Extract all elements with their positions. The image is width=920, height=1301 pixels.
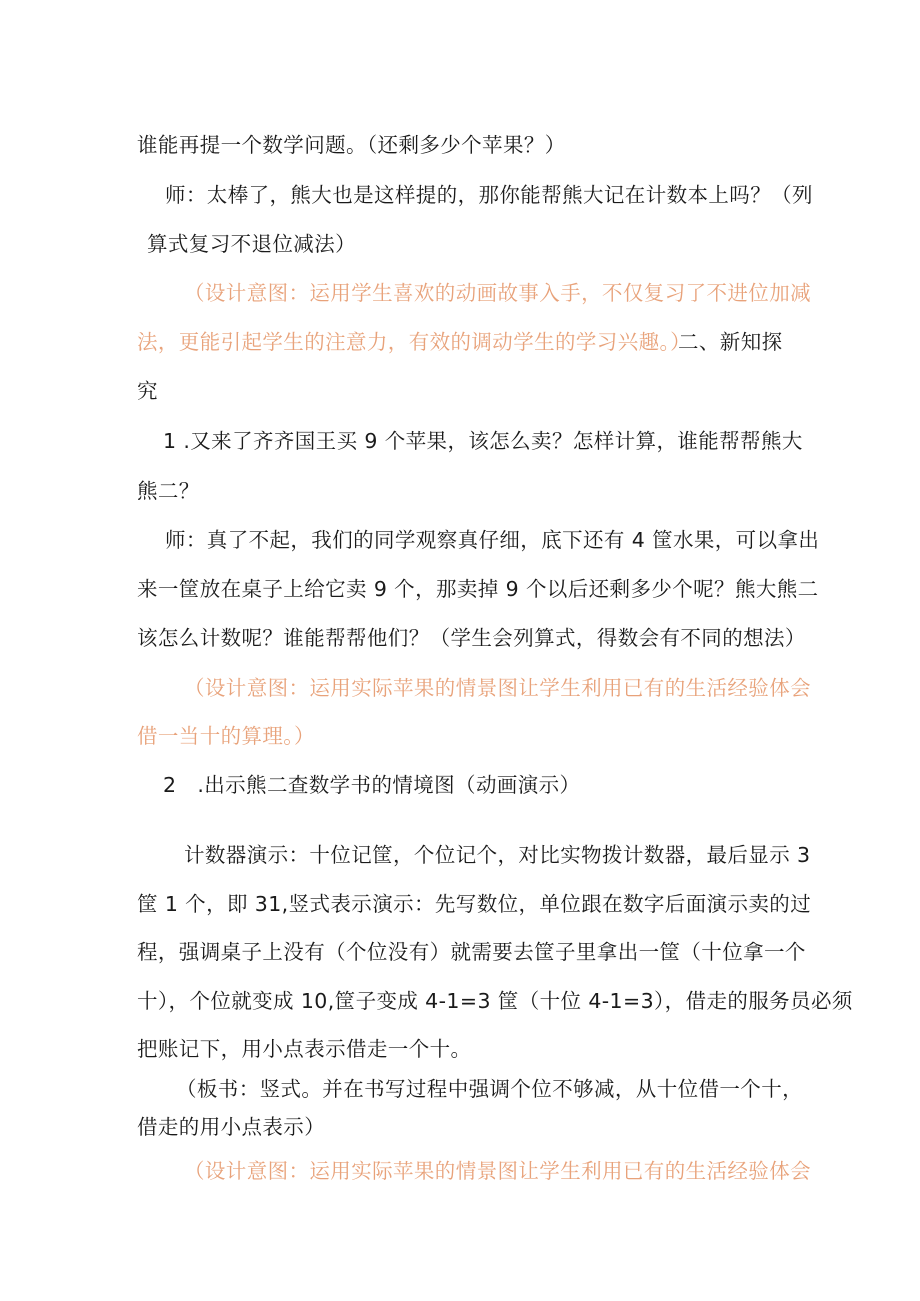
- text-line: 算式复习不退位减法）: [147, 232, 356, 256]
- text-line: 计数器演示：十位记筐，个位记个，对比实物拨计数器，最后显示 3: [184, 843, 811, 867]
- section-heading: 二、新知探: [678, 330, 783, 354]
- text-line: 来一筐放在桌子上给它卖 9 个，那卖掉 9 个以后还剩多少个呢？熊大熊二: [137, 577, 819, 601]
- section-heading-cont: 究: [137, 379, 158, 403]
- text-line: 师：真了不起，我们的同学观察真仔细，底下还有 4 筐水果，可以拿出: [165, 528, 820, 552]
- text-line: 2 .出示熊二查数学书的情境图（动画演示）: [163, 773, 581, 797]
- design-intent-line: （设计意图：运用实际苹果的情景图让学生利用已有的生活经验体会: [184, 1159, 811, 1183]
- design-intent-line: （设计意图：运用学生喜欢的动画故事入手，不仅复习了不进位加减: [184, 281, 811, 305]
- text-line: 师：太棒了，熊大也是这样提的，那你能帮熊大记在计数本上吗？（列: [165, 183, 813, 207]
- text-line: 该怎么计数呢？谁能帮帮他们？（学生会列算式，得数会有不同的想法）: [137, 626, 806, 650]
- design-intent-line: （设计意图：运用实际苹果的情景图让学生利用已有的生活经验体会: [184, 676, 811, 700]
- text-line: 十），个位就变成 10,筐子变成 4-1=3 筐（十位 4-1=3），借走的服务员必须: [137, 989, 853, 1013]
- text-line: 谁能再提一个数学问题。（还剩多少个苹果？）: [137, 133, 566, 157]
- text-line: 程，强调桌子上没有（个位没有）就需要去筐子里拿出一筐（十位拿一个: [137, 940, 806, 964]
- board-note-line: 借走的用小点表示）: [137, 1115, 326, 1139]
- text-line: 熊二？: [137, 479, 200, 503]
- design-intent-line: 法，更能引起学生的注意力，有效的调动学生的学习兴趣。）: [137, 330, 692, 354]
- board-note-line: （板书：竖式。并在书写过程中强调个位不够减，从十位借一个十，: [176, 1077, 803, 1101]
- text-line: 筐 1 个，即 31,竖式表示演示：先写数位，单位跟在数字后面演示卖的过: [137, 892, 812, 916]
- text-line: 把账记下，用小点表示借走一个十。: [137, 1037, 472, 1061]
- text-line: 1 .又来了齐齐国王买 9 个苹果，该怎么卖？怎样计算，谁能帮帮熊大: [163, 429, 803, 453]
- design-intent-line: 借一当十的算理。）: [137, 724, 315, 748]
